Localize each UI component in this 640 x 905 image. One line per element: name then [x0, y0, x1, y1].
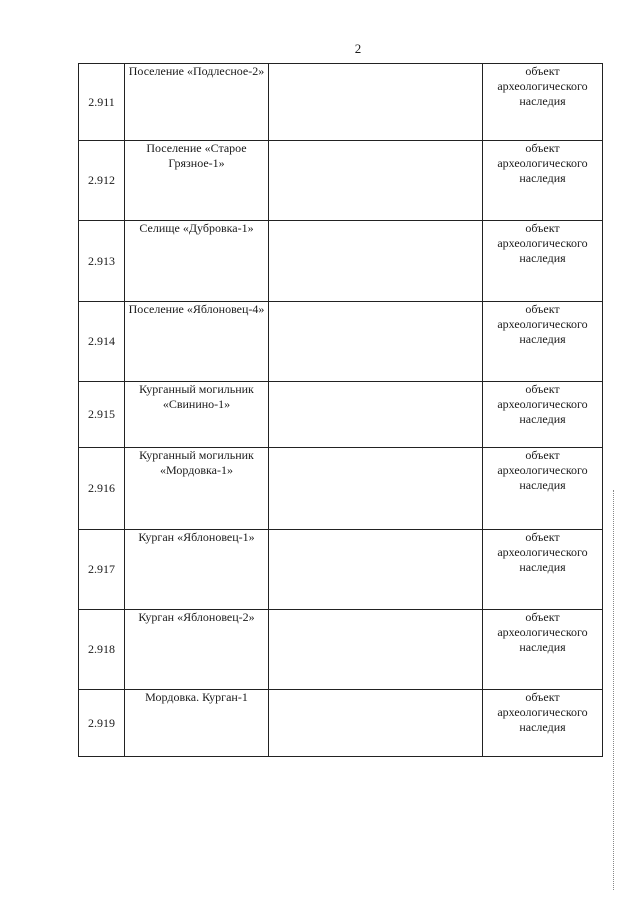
row-number: 2.917 [79, 530, 125, 610]
row-number: 2.912 [79, 141, 125, 221]
empty-cell [269, 382, 483, 448]
object-category [483, 690, 603, 757]
row-number: 2.914 [79, 302, 125, 382]
row-number: 2.913 [79, 221, 125, 302]
object-category [483, 530, 603, 610]
category-line: объект [525, 448, 560, 462]
category-line: археологического [497, 463, 588, 477]
category-line: наследия [519, 560, 566, 574]
object-category [483, 610, 603, 690]
table-row [79, 690, 603, 757]
category-line: объект [525, 141, 560, 155]
category-line: археологического [497, 397, 588, 411]
category-line: наследия [519, 640, 566, 654]
object-name: Курган «Яблоновец-1» [125, 530, 269, 610]
empty-cell [269, 530, 483, 610]
category-line: археологического [497, 236, 588, 250]
category-line: археологического [497, 156, 588, 170]
object-name: Курганный могильник «Мордовка-1» [125, 448, 269, 530]
row-number: 2.915 [79, 382, 125, 448]
empty-cell [269, 448, 483, 530]
empty-cell [269, 64, 483, 141]
category-line: объект [525, 302, 560, 316]
object-name: Поселение «Яблоновец-4» [125, 302, 269, 382]
table-row [79, 64, 603, 141]
empty-cell [269, 610, 483, 690]
category-line: археологического [497, 705, 588, 719]
object-name: Поселение «Подлесное-2» [125, 64, 269, 141]
object-name: Мордовка. Курган-1 [125, 690, 269, 757]
category-line: объект [525, 530, 560, 544]
scan-edge-line [613, 490, 615, 890]
object-category [483, 221, 603, 302]
object-category [483, 302, 603, 382]
category-line: объект [525, 690, 560, 704]
category-line: наследия [519, 412, 566, 426]
object-category [483, 64, 603, 141]
object-name: Курган «Яблоновец-2» [125, 610, 269, 690]
object-category [483, 141, 603, 221]
table-row [79, 530, 603, 610]
table-row [79, 448, 603, 530]
table-row [79, 610, 603, 690]
category-line: наследия [519, 171, 566, 185]
category-line: объект [525, 221, 560, 235]
category-line: объект [525, 382, 560, 396]
table-row [79, 302, 603, 382]
object-category [483, 382, 603, 448]
row-number: 2.911 [79, 64, 125, 141]
row-number: 2.919 [79, 690, 125, 757]
table-row [79, 141, 603, 221]
heritage-objects-table [78, 63, 603, 757]
table-row [79, 382, 603, 448]
category-line: объект [525, 64, 560, 78]
category-line: археологического [497, 545, 588, 559]
category-line: наследия [519, 251, 566, 265]
empty-cell [269, 690, 483, 757]
empty-cell [269, 141, 483, 221]
object-name: Поселение «Старое Грязное-1» [125, 141, 269, 221]
empty-cell [269, 302, 483, 382]
row-number: 2.916 [79, 448, 125, 530]
category-line: наследия [519, 720, 566, 734]
category-line: наследия [519, 94, 566, 108]
empty-cell [269, 221, 483, 302]
category-line: наследия [519, 332, 566, 346]
category-line: археологического [497, 79, 588, 93]
category-line: археологического [497, 317, 588, 331]
page-number: 2 [354, 41, 362, 56]
object-category [483, 448, 603, 530]
table-row [79, 221, 603, 302]
object-name: Селище «Дубровка-1» [125, 221, 269, 302]
category-line: наследия [519, 478, 566, 492]
row-number: 2.918 [79, 610, 125, 690]
object-name: Курганный могильник «Свинино-1» [125, 382, 269, 448]
category-line: археологического [497, 625, 588, 639]
category-line: объект [525, 610, 560, 624]
